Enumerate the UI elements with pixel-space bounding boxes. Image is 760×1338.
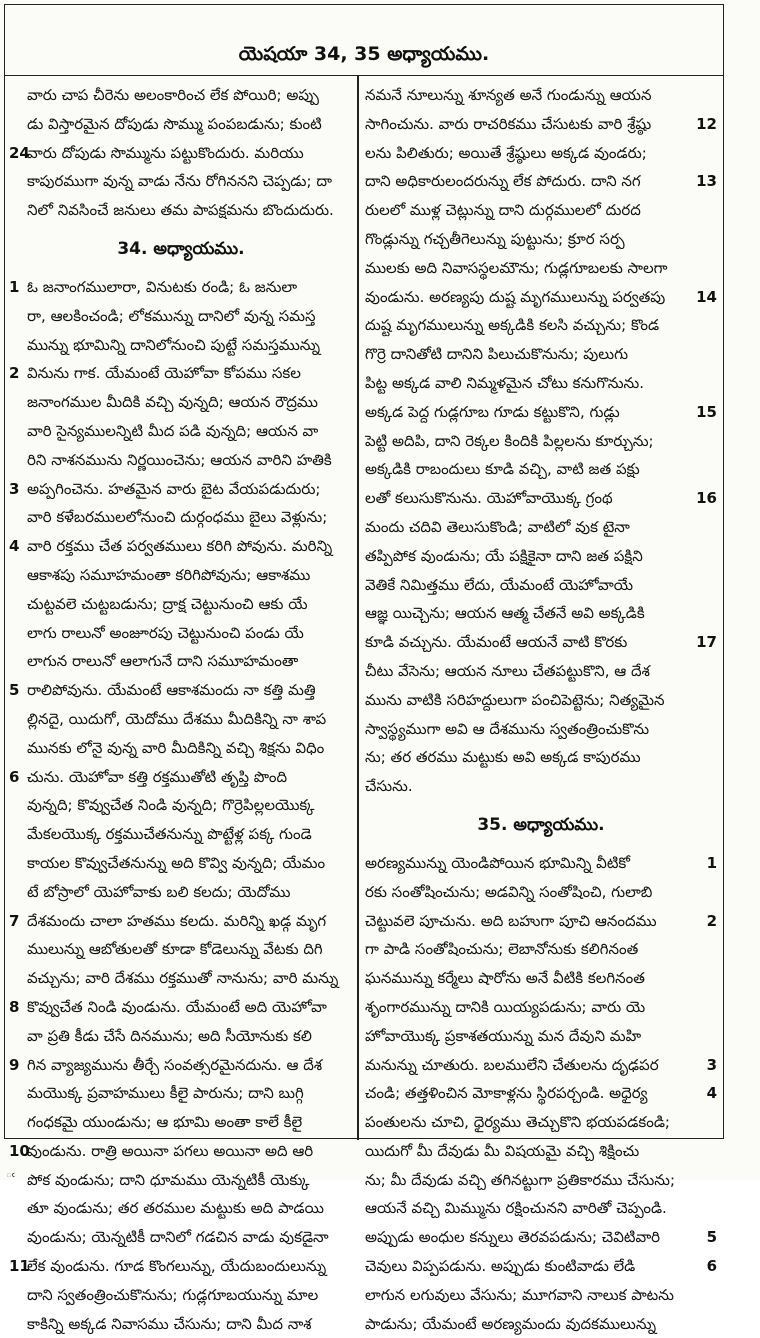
text-line [9,446,353,475]
text-line [9,993,353,1022]
verse-number: 5 [9,681,20,700]
text-line [9,849,353,878]
text-line [365,935,717,964]
line-text: వుండును. రాత్రి అయినా పగలు అయినా అది ఆరి [27,1141,314,1160]
text-line [9,110,353,139]
text-line [9,81,353,110]
line-text: కొవ్వుచేత నిండి వుండును. యేమంటే అది యెహోవా [27,997,327,1016]
verse-number: 8 [9,997,20,1016]
text-line [365,1310,717,1338]
text-line [9,1281,353,1310]
line-text: పోక వుండును; దాని ధూమము యెన్నటికీ యెక్కు [27,1170,310,1189]
text-line [365,340,717,369]
line-text: లతో కలుసుకొనును. యెహోవాయొక్క గ్రంథ [365,489,613,508]
verse-number: 13 [696,172,717,191]
text-line [365,878,717,907]
line-text: అక్కడ పెద్ద గుడ్లగూబ గూడు కట్టుకొని, గుడ్లు [365,402,620,421]
line-text: కూడి వచ్చును. యేమంటే ఆయనే వాటి కొరకు [365,633,628,652]
line-text: ములకు అది నివాసస్థలమౌను; గుడ్లగూబలకు సాలగా [365,258,668,277]
line-text: గొర్రె దానితోటి దానిని పిలుచుకొనును; పులుగు [365,345,629,364]
text-line [9,1194,353,1223]
text-line [9,417,353,446]
line-text: దుష్ట మృగములున్ను అక్కడికి కలసి వచ్చును; కొండ [365,316,660,335]
text-line [9,388,353,417]
text-line [9,302,353,331]
text-line [9,503,353,532]
text-line [365,628,717,657]
text-line [9,167,353,196]
line-text: హోవాయొక్క ప్రకాశతయున్ను మన దేవుని మహి [365,1026,642,1045]
text-line [9,561,353,590]
line-text: వారి కళేబరములలోనుంచి దుర్గంధము బైలు వెళ్లును; [27,508,328,527]
line-text: ఆకాశపు సమూహమంతా కరిగిపోవును; ఆకాశము [27,565,311,584]
verse-number: 2 [9,364,20,383]
line-text: నమనే నూలున్ను శూన్యత అనే గుండున్ను ఆయన [365,86,652,104]
line-text: మయొక్క ప్రవాహములు కీలై పారును; దాని బుగ్గి [27,1084,304,1103]
text-line [365,1166,717,1195]
verse-number: 16 [696,489,717,508]
line-text: గంధకమై యుండును; ఆ భూమి అంతా కాలే కీలై [27,1113,303,1132]
text-line [365,993,717,1022]
line-text: మందు చదివి తెలుసుకొండి; వాటిలో వుక టైనా [365,517,630,536]
text-line [365,1194,717,1223]
line-text: రిని నాశనమును నిర్ణయించెను; ఆయన వారిని హతికి [27,450,332,469]
verse-number: 4 [9,537,20,556]
verse-number: 5 [706,1228,717,1247]
line-text: వుండును; యెన్నటికీ దానిలో గడచిన వాడు వుకడైనా [27,1228,329,1247]
text-line [365,427,717,456]
verse-number: 9 [9,1055,20,1074]
left-top-block [9,81,353,225]
line-text: నిలో నివసించే జనులు తమ పాపక్షమను బొందుదురు. [27,201,334,220]
line-text: శృంగారమున్ను దానికి యియ్యపడును; వారు యె [365,997,646,1016]
text-line [9,359,353,388]
text-line [9,734,353,763]
chapter-34-heading: 34. అధ్యాయము. [117,238,245,259]
text-line [9,705,353,734]
text-line [365,907,717,936]
line-text: వచ్చును; వారి దేశము రక్తముతో నానును; వారి మన్ను [27,969,339,988]
line-text: దేశమందు చాలా హతము కలదు. మరిన్ని ఖడ్గ మృగ [27,911,327,930]
text-line [9,647,353,676]
text-line [9,331,353,360]
line-text: అరణ్యమున్ను యెండిపోయిన భూమిన్ని వీటికో [365,853,631,872]
chapter-35-heading: 35. అధ్యాయము. [477,814,605,835]
text-line [365,1252,717,1281]
line-text: పాడును; యేమంటే అరణ్యమందు వుదకములున్ను [365,1314,657,1333]
line-text: ఘనమున్ను కర్మేలు షారోను అనే వీటికి కలగినంత [365,969,645,988]
verse-number: 7 [9,911,20,930]
line-text: ఆజ్ఞ యిచ్చెను; ఆయన ఆత్మ చేతనే అవి అక్కడికి [365,604,645,623]
line-text: డు విస్తారమైన దోపుడు సొమ్ము పంపబడును; కుంటి [27,114,322,133]
line-text: అప్పగించెను. హతమైన వారు బైట వేయపడుదురు; [27,479,321,498]
line-text: తప్పిపోక వుండును; యే పక్షికైనా దాని జత పక్షిని [365,546,643,565]
line-text: ను; తర తరము మట్టుకు అవి అక్కడ కాపురము [365,748,641,767]
verse-number: 6 [9,767,20,786]
line-text: సాగించును. వారు రాచరికము చేసుటకు వారి శ్రేష్ఠు [365,114,652,133]
line-text: యిదుగో మీ దేవుడు మీ విషయమై వచ్చి శిక్షించు [365,1141,640,1160]
verse-number: 14 [696,287,717,306]
text-line [365,743,717,772]
line-text: చెట్టువలె పూచును. అది బహుగా పూచి ఆనందము [365,911,657,930]
line-text: లాగున రాలునో ఆలాగునే దాని సమూహమంతా [27,652,299,671]
text-line [365,964,717,993]
column-divider [357,75,359,1140]
page-title: యెషయా 34, 35 అధ్యాయము. [238,43,490,65]
text-line [9,820,353,849]
running-header [5,5,723,76]
line-text: చేసును. [365,777,413,796]
text-line [365,657,717,686]
text-line [9,964,353,993]
line-text: వినును గాక. యేమంటే యెహోవా కోపము సకల [27,364,301,383]
text-line [365,772,717,801]
line-text: గొండ్లున్ను గచ్చతీగెలున్ను పుట్టును; క్రూర సర్ప [365,229,625,248]
line-text: పిట్ట అక్కడ వాలి నిమ్మళమైన చోటు కనుగొనును. [365,373,645,392]
text-line [9,791,353,820]
line-text: దాని స్వతంత్రించుకొనును; గుడ్లగూబయున్ను మాల [27,1285,319,1304]
text-line [9,196,353,225]
text-line [365,1137,717,1166]
text-line [9,676,353,705]
text-line [9,1022,353,1051]
text-line [9,1166,353,1195]
text-line [9,590,353,619]
line-text: రులలో ముళ్ల చెట్లున్ను దాని దుర్గములలో దురద [365,201,641,220]
verse-number: 3 [706,1055,717,1074]
line-text: వారు చాప చీరెను అలంకారించ లేక పోయిరి; అప్పు [27,86,319,104]
text-line [365,599,717,628]
line-text: కాపురముగా వున్న వాడు నేను రోగిననని చెప్పడు; దా [27,172,332,191]
line-text: లాగు రాలునో అంజూరపు చెట్టునుంచి పండు యే [27,623,304,642]
line-text: కాకిన్ని అక్కడ నివాసము చేసును; దాని మీద నాశ [27,1314,312,1333]
text-line [365,1281,717,1310]
line-text: మునకు లోనై వున్న వారి మీదికిన్ని వచ్చి శిక్షను విధిం [27,738,325,757]
line-text: చుట్టవలె చుట్టబడును; ద్రాక్ష చెట్టునుంచి ఆకు యే [27,594,308,613]
text-line [365,1022,717,1051]
line-text: అక్కడికి రాబందులు కూడి వచ్చి, వాటి జత పక్షు [365,460,640,479]
line-text: జనాంగముల మీదికి వచ్చి వున్నది; ఆయన రౌద్రము [27,393,318,412]
line-text: రా, ఆలకించండి; లోకమున్ను దానిలో వున్న సమస్త [27,306,316,325]
line-text: చండి; తత్తళించిన మోకాళ్లను స్థిరపర్చండి. అధైర్య [365,1084,648,1103]
verse-number: 1 [706,853,717,872]
line-text: వెతికే నిమిత్తము లేదు, యేమంటే యెహోవాయే [365,575,633,594]
text-line [365,254,717,283]
text-line [365,513,717,542]
line-text: ఓ జనాంగములారా, వినుటకు రండి; ఓ జనులా [27,277,298,296]
line-text: లను పిలితురు; అయితే శ్రేష్ఠులు అక్కడ వుండరు; [365,143,647,162]
chapter-35-body [365,849,717,1338]
line-text: తూ వుండును; తర తరముల మట్టుకు అది పాడయి [27,1199,324,1218]
text-line [365,542,717,571]
verse-number: 1 [9,277,20,296]
text-line [9,273,353,302]
footer-mark: ఁ [6,1169,15,1180]
text-line [365,369,717,398]
line-text: ను; మీ దేవుడు వచ్చి తగినట్టుగా ప్రతికారము చేసును; [365,1170,676,1189]
text-line [9,935,353,964]
text-line [365,398,717,427]
text-line [9,1108,353,1137]
left-column [9,81,353,1338]
text-line [9,1137,353,1166]
text-line [365,311,717,340]
text-line [9,907,353,936]
text-line [9,1051,353,1080]
text-line [9,1252,353,1281]
text-line [9,475,353,504]
line-text: టే బోస్రాలో యెహోవాకు బలి కలదు; యెదోము [27,882,291,901]
text-line [365,1223,717,1252]
verse-number: 3 [9,479,20,498]
text-line [365,283,717,312]
line-text: వున్నది; కొవ్వుచేత నిండి వున్నది; గొర్రెపిల్లలయొక్క [27,796,315,815]
text-line [365,196,717,225]
line-text: మనున్ను చూతురు. బలములేని చేతులను దృఢపర [365,1055,659,1074]
line-text: చును. యెహోవా కత్తి రక్తముతోటి తృప్తి పొంది [27,767,288,786]
text-line [365,715,717,744]
right-top-block [365,81,717,801]
text-line [365,167,717,196]
line-text: గా పాడి సంతోషించును; లెబానోనుకు కలిగినంత [365,940,639,959]
text-line [9,878,353,907]
text-line [9,1223,353,1252]
line-text: వారి రక్తము చేత పర్వతములు కరిగి పోవును. మరిన్ని [27,537,333,556]
verse-number: 17 [696,633,717,652]
text-line [365,1108,717,1137]
line-text: రాలిపోవును. యేమంటే ఆకాశమందు నా కత్తి మత్తి [27,681,316,700]
verse-number: 10 [9,1141,30,1160]
chapter-34-body [9,273,353,1338]
text-line [365,139,717,168]
text-line [365,1051,717,1080]
text-line [365,225,717,254]
text-line [365,110,717,139]
line-text: రకు సంతోషించును; అడవిన్ని సంతోషించి, గులాబి [365,882,653,901]
line-text: స్వాస్థ్యముగా అవి ఆ దేశమును స్వతంత్రించుకొను [365,719,650,738]
text-line [365,571,717,600]
right-column [365,81,717,1338]
line-text: ల్లినదై, యిదుగో, యెదోము దేశము మీదికిన్ని నా శాప [27,709,327,728]
line-text: వా ప్రతి కీడు చేసే దినమును; అది సీయోనుకు కలి [27,1026,312,1045]
text-line [9,532,353,561]
verse-number: 2 [706,911,717,930]
verse-number: 6 [706,1257,717,1276]
line-text: వుండును. అరణ్యపు దుష్ట మృగములున్ను పర్వతపు [365,287,666,306]
line-text: మును వాటికి సరిహద్దులుగా పంచిపెట్టెను; నిత్యమైన [365,690,665,709]
line-text: ములున్ను ఆబోతులతో కూడా కోడెలున్ను వేటకు దిగి [27,940,323,959]
text-line [365,1079,717,1108]
text-line [9,619,353,648]
line-text: చీటు వేసెను; ఆయన నూలు చేతపట్టుకొని, ఆ దేశ [365,661,650,680]
line-text: లేక వుండును. గూడ కొంగలున్ను, యేదుబందులున్ను [27,1257,327,1276]
text-line [9,1079,353,1108]
text-line [365,484,717,513]
line-text: వారు దోపుడు సొమ్మును పట్టుకొందురు. మరియు [27,143,304,162]
line-text: పెట్టి అదిపి, దాని రెక్కల కిందికి పిల్లలను కూర్చును; [365,431,654,450]
text-line [365,455,717,484]
line-text: మేకలయొక్క రక్తముచేతనున్ను పొట్టేళ్ల పక్క గుండె [27,825,312,844]
line-text: అప్పుడు అంధుల కన్నులు తెరవపడును; చెవిటివారి [365,1228,661,1247]
verse-number: 11 [9,1257,30,1276]
text-line [365,81,717,110]
page-frame [4,4,724,1333]
verse-number: 12 [696,114,717,133]
text-line [365,686,717,715]
verse-number: 15 [696,402,717,421]
line-text: మున్ను భూమిన్ని దానిలోనుంచి పుట్టే సమస్తమున్ను [27,335,321,354]
verse-number: 24 [9,143,30,162]
line-text: లాగున లగువులు వేసును; మూగవాని నాలుక పాటను [365,1285,674,1304]
text-line [9,139,353,168]
text-line [9,763,353,792]
text-line [365,849,717,878]
line-text: దాని అధికారులందరున్ను లేక పోదురు. దాని నగ [365,172,641,191]
verse-number: 4 [706,1084,717,1103]
line-text: వారి సైన్యములన్నిటి మీద పడి వున్నది; ఆయన వా [27,421,319,440]
text-line [9,1310,353,1338]
line-text: గిన వ్యాజ్యమును తీర్చే సంవత్సరమైనదును. ఆ దేశ [27,1055,323,1074]
line-text: ఆయనే వచ్చి మిమ్మును రక్షించునని వారితో చెప్పండి. [365,1199,667,1218]
line-text: చెవులు విప్పపడును. అప్పుడు కుంటివాడు లేడి [365,1257,636,1276]
line-text: పంతులను చూచి, ధైర్యము తెచ్చుకొని భయపడకండి; [365,1113,670,1132]
line-text: కాయల కొవ్వుచేతనున్ను అది కొవ్వి వున్నది; యేమం [27,853,326,872]
